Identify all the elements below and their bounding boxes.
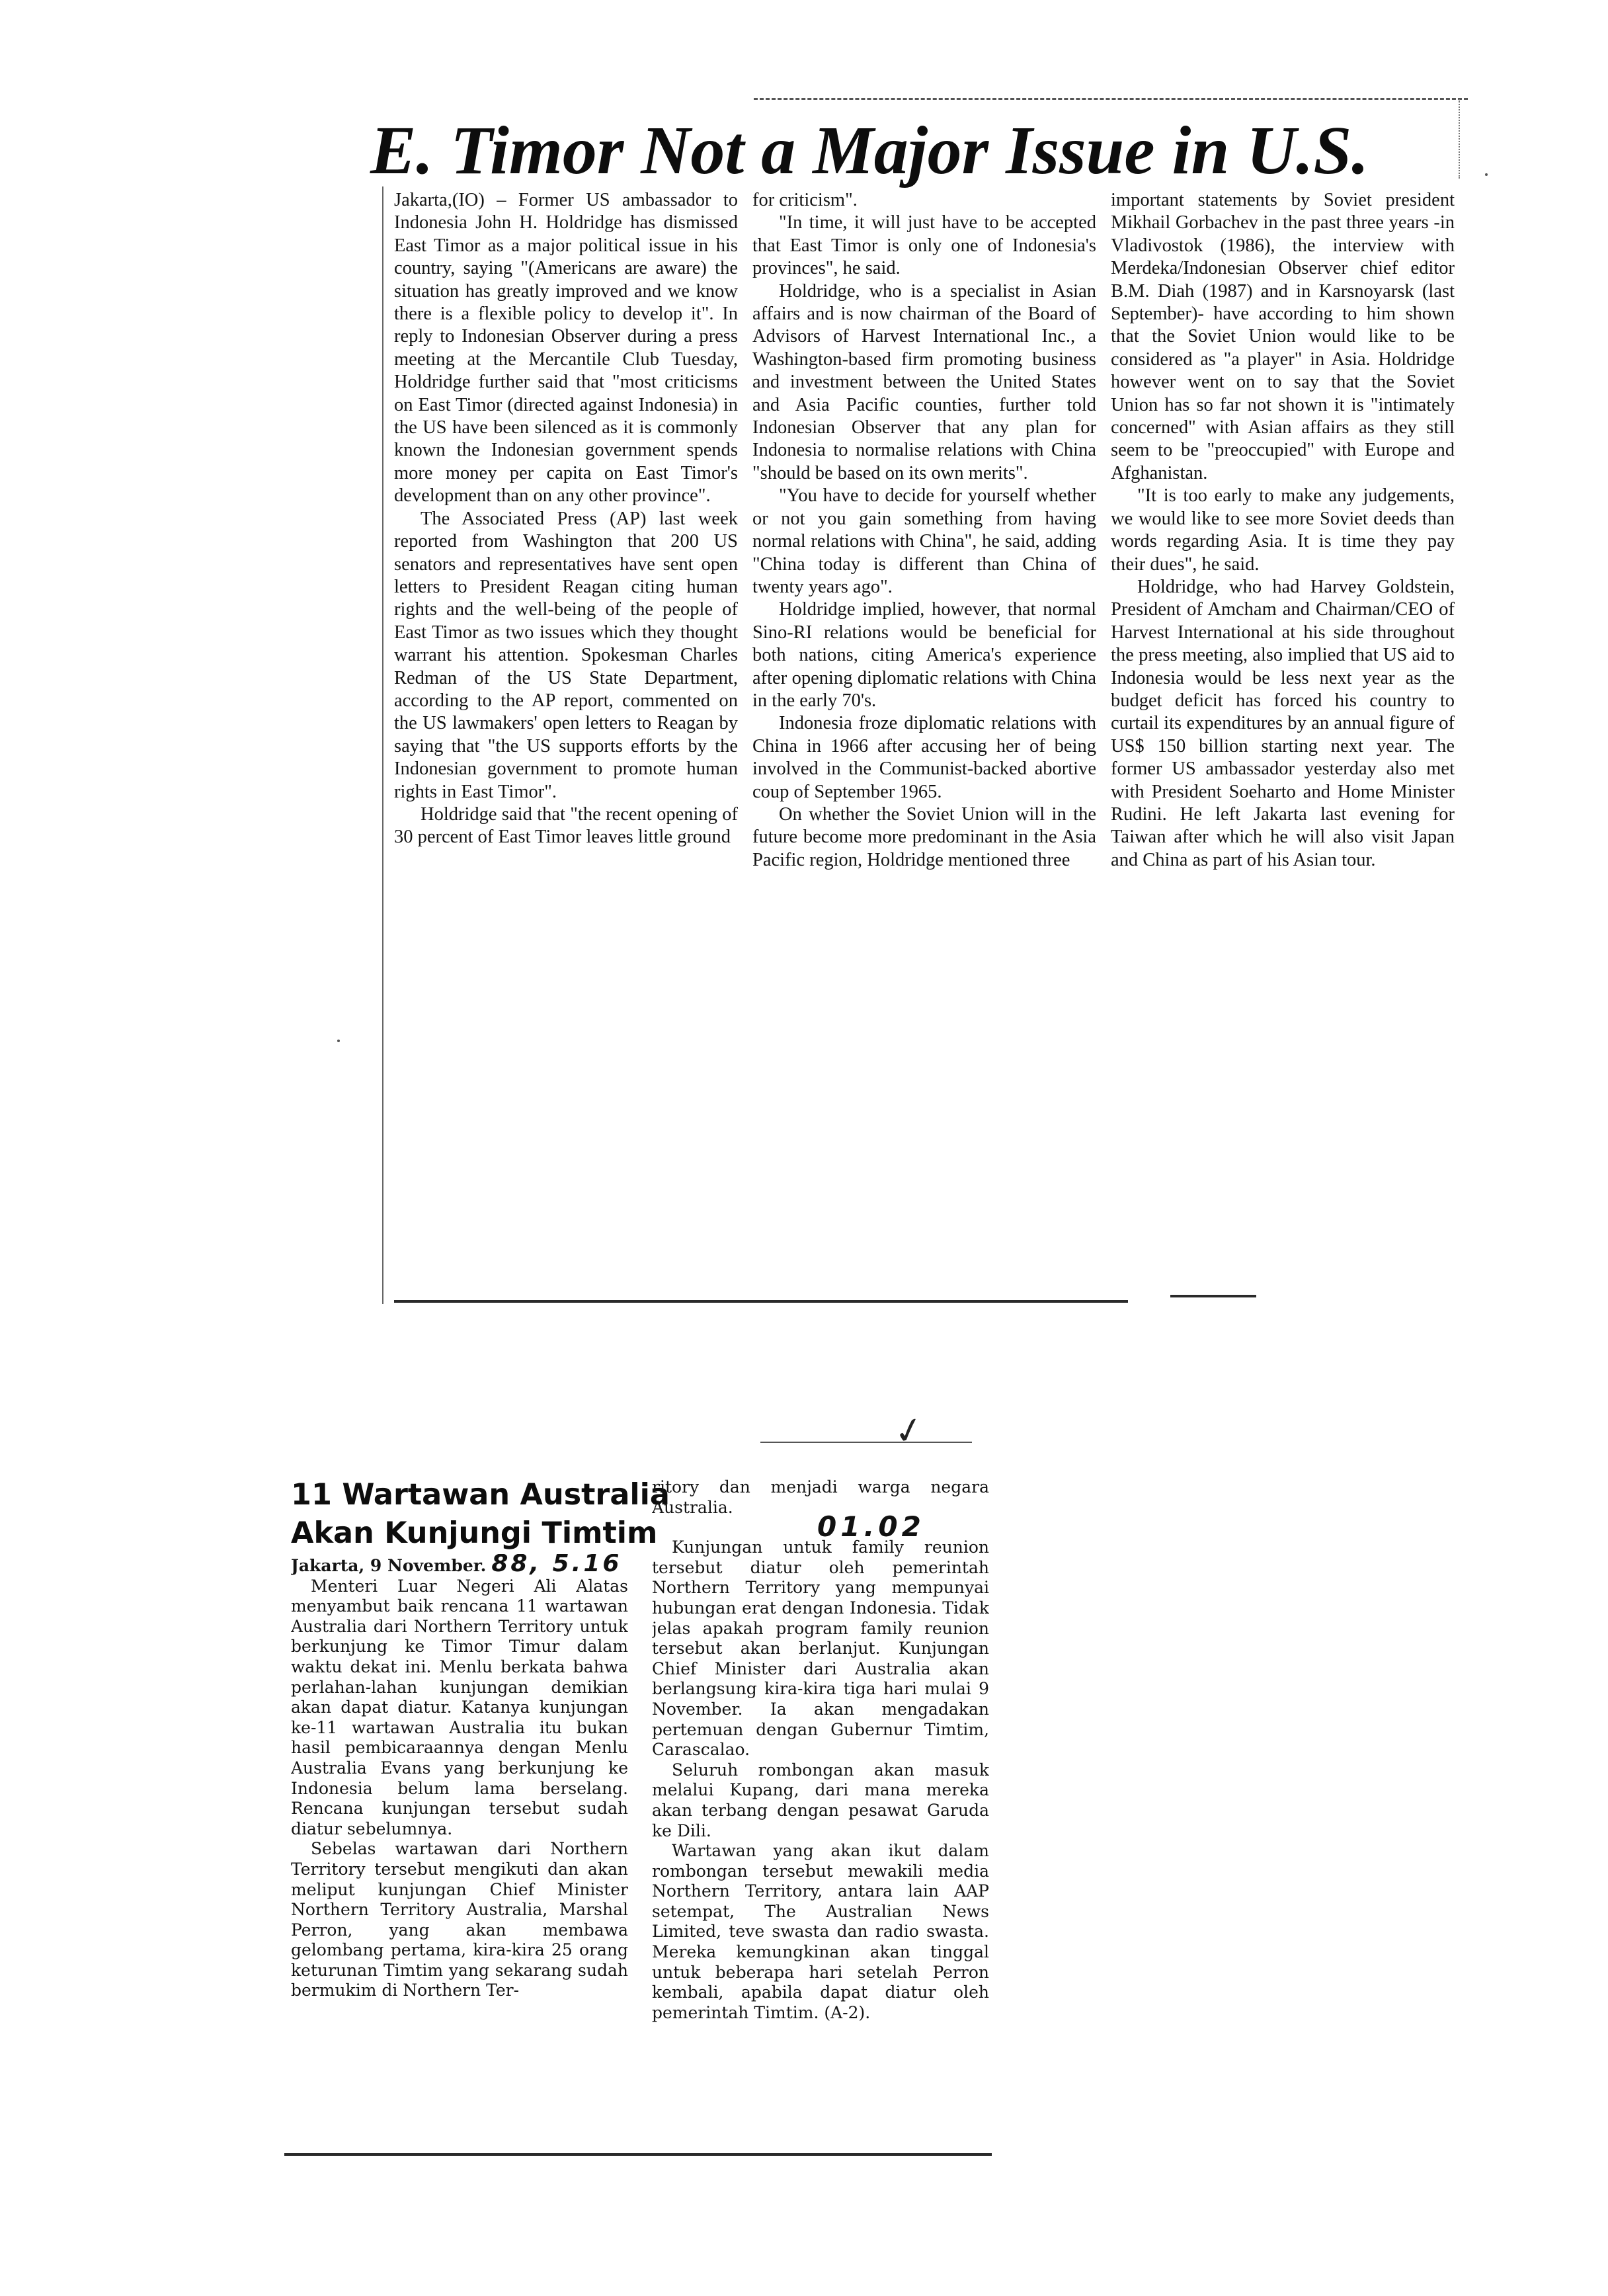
article1-paragraph: Jakarta,(IO) – Former US ambassador to Indonesia John H. Holdridge has dismissed East Timor as a major political issue in his country, saying "(Americans are aware) the situation has greatly improved and we know there is a flexible policy to develop it". In reply to Indonesian Observer during a press meeting at the Mercantile Club Tuesday, Holdridge further said that "most criticisms on East Timor (directed against Indonesia) in the US have been silenced as it is commonly known the Indonesian government spends more money per capita on East Timor's development than on any other province". bbox=[394, 190, 738, 507]
article1-paragraph: "It is too early to make any judgements, we would like to see more Soviet deeds than words regarding Asia. It is time they pay their dues", he said. bbox=[1111, 485, 1455, 575]
top-dashed-rule bbox=[754, 98, 1468, 100]
article1-end-mark bbox=[1170, 1295, 1256, 1297]
article1-paragraph: Holdridge, who had Harvey Goldstein, President of Amcham and Chairman/CEO of Harvest International at his side throughout the press meeting, also implied that US aid to Indonesia would be less next year as the budget deficit has forced his country to curtail its expenditures by an annual figure of US$ 150 billion starting next year. The former US ambassador yesterday also met with President Soeharto and Home Minister Rudini. He left Jakarta last evening for Taiwan after which he will also visit Japan and China as part of his Asian tour. bbox=[1111, 576, 1455, 870]
article2-dateline-row bbox=[291, 1554, 628, 1577]
check-mark-icon: ✓ bbox=[889, 1407, 928, 1455]
article1-headline: E. Timor Not a Major Issue in U.S. bbox=[370, 112, 1369, 188]
article2-paragraph: ritory dan menjadi warga negara Australia. bbox=[652, 1477, 989, 1517]
article1-bottom-rule bbox=[394, 1300, 1128, 1303]
article2-column-1 bbox=[291, 1554, 628, 2268]
article2-top-rule bbox=[760, 1442, 972, 1443]
article2-paragraph: Wartawan yang akan ikut dalam rombongan tersebut mewakili media Northern Territory, antara lain AAP setempat, The Australian News Limited, teve swasta dan radio swasta. Mereka kemungkinan akan tinggal untuk beberapa hari setelah Perron kembali, apabila dapat diatur oleh pemerintah Timtim. (A-2). bbox=[652, 1841, 989, 2022]
article2-headline-line-2: Akan Kunjungi Timtim bbox=[291, 1516, 658, 1550]
article1-paragraph: for criticism". bbox=[752, 190, 858, 210]
article1-left-rule bbox=[382, 186, 383, 1304]
article1-paragraph: important statements by Soviet president Mikhail Gorbachev in the past three years -in Vladivostok (1986), the interview with Merdeka/Indonesian Observer chief editor B.M. Diah (1987) and in Karsnoyarsk (last September)- have according to him shown that the Soviet Union would like to be considered as "a player" in Asia. Holdridge however went on to say that the Soviet Union has so far not shown it is "intimately concerned" with Asian affairs as they still seem to be "preoccupied" with Europe and Afghanistan. bbox=[1111, 190, 1455, 483]
article2-dateline: Jakarta, 9 November. bbox=[291, 1556, 487, 1575]
article1-paragraph: Holdridge, who is a specialist in Asian affairs and is now chairman of the Board of Advisors of Harvest International Inc., a Washington-based firm promoting business and investment between the United States and Asia Pacific counties, further told Indonesian Observer that any plan for Indonesia to normalise relations with China "should be based on its own merits". bbox=[752, 280, 1096, 483]
article1-paragraph: Indonesia froze diplomatic relations with China in 1966 after accusing her of being involved in the Communist-backed abortive coup of September 1965. bbox=[752, 713, 1096, 802]
article2-headline bbox=[291, 1476, 670, 1553]
handwritten-note: 01.02 bbox=[817, 1510, 925, 1543]
article1-paragraph: "In time, it will just have to be accepted that East Timor is only one of Indonesia's provinces", he said. bbox=[752, 212, 1096, 279]
article2-paragraph: Kunjungan untuk family reunion tersebut diatur oleh pemerintah Northern Territory yang mempunyai hubungan erat dengan Indonesia. Tidak jelas apakah program family reunion tersebut akan berlanjut. Kunjungan Chief Minister dari Australia akan berlangsung kira-kira tiga hari mulai 9 November. Ia akan mengadakan pertemuan dengan Gubernur Timtim, Carascalao. bbox=[652, 1538, 989, 1760]
article1-column-2 bbox=[752, 189, 1096, 1287]
article1-column-1 bbox=[394, 189, 738, 1287]
article2-headline-line-1: 11 Wartawan Australia bbox=[291, 1478, 670, 1512]
article2-column-2 bbox=[652, 1477, 989, 2145]
article1-column-3 bbox=[1111, 189, 1455, 1287]
article2-paragraph: Seluruh rombongan akan masuk melalui Kupang, dari mana mereka akan terbang dengan pesawat Garuda ke Dili. bbox=[652, 1760, 989, 1840]
scan-speck bbox=[337, 1040, 340, 1042]
handwritten-note: 88, 5.16 bbox=[491, 1554, 622, 1577]
article1-paragraph: On whether the Soviet Union will in the future become more predominant in the Asia Pacific region, Holdridge mentioned three bbox=[752, 803, 1096, 870]
article2-paragraph: Menteri Luar Negeri Ali Alatas menyambut baik rencana 11 wartawan Australia dari Northern Territory untuk berkunjung ke Timor Timur dalam waktu dekat ini. Menlu berkata bahwa perlahan-lahan kunjungan demikian akan dapat diatur. Katanya kunjungan ke-11 wartawan Australia itu bukan hasil pembicaraannya dengan Menlu Australia Evans yang berkunjung ke Indonesia belum lama berselang. Rencana kunjungan tersebut sudah diatur sebelumnya. bbox=[291, 1576, 628, 1838]
article1-paragraph: The Associated Press (AP) last week reported from Washington that 200 US senators and representatives have sent open letters to President Reagan citing human rights and the well-being of the people of East Timor as two issues which they thought warrant his attention. Spokesman Charles Redman of the US State Department, according to the AP report, commented on the US lawmakers' open letters to Reagan by saying that "the US supports efforts by the Indonesian government to promote human rights in East Timor". bbox=[394, 508, 738, 802]
article1-paragraph: Holdridge said that "the recent opening of 30 percent of East Timor leaves little ground bbox=[394, 803, 738, 848]
article2-paragraph: Sebelas wartawan dari Northern Territory tersebut mengikuti dan akan meliput kunjungan Chief Minister Northern Territory Australia, Marshal Perron, yang akan membawa gelombang pertama, kira-kira 25 orang keturunan Timtim yang sekarang sudah bermukim di Northern Ter- bbox=[291, 1839, 628, 2000]
article1-paragraph: Holdridge implied, however, that normal Sino-RI relations would be beneficial for both nations, citing America's experience after opening diplomatic relations with China in the early 70's. bbox=[752, 599, 1096, 711]
article1-paragraph: "You have to decide for yourself whether or not you gain something from having normal relations with China", he said, adding "China today is different than China of twenty years ago". bbox=[752, 485, 1096, 597]
scan-speck bbox=[1485, 173, 1488, 176]
article2-bottom-rule bbox=[284, 2153, 992, 2156]
